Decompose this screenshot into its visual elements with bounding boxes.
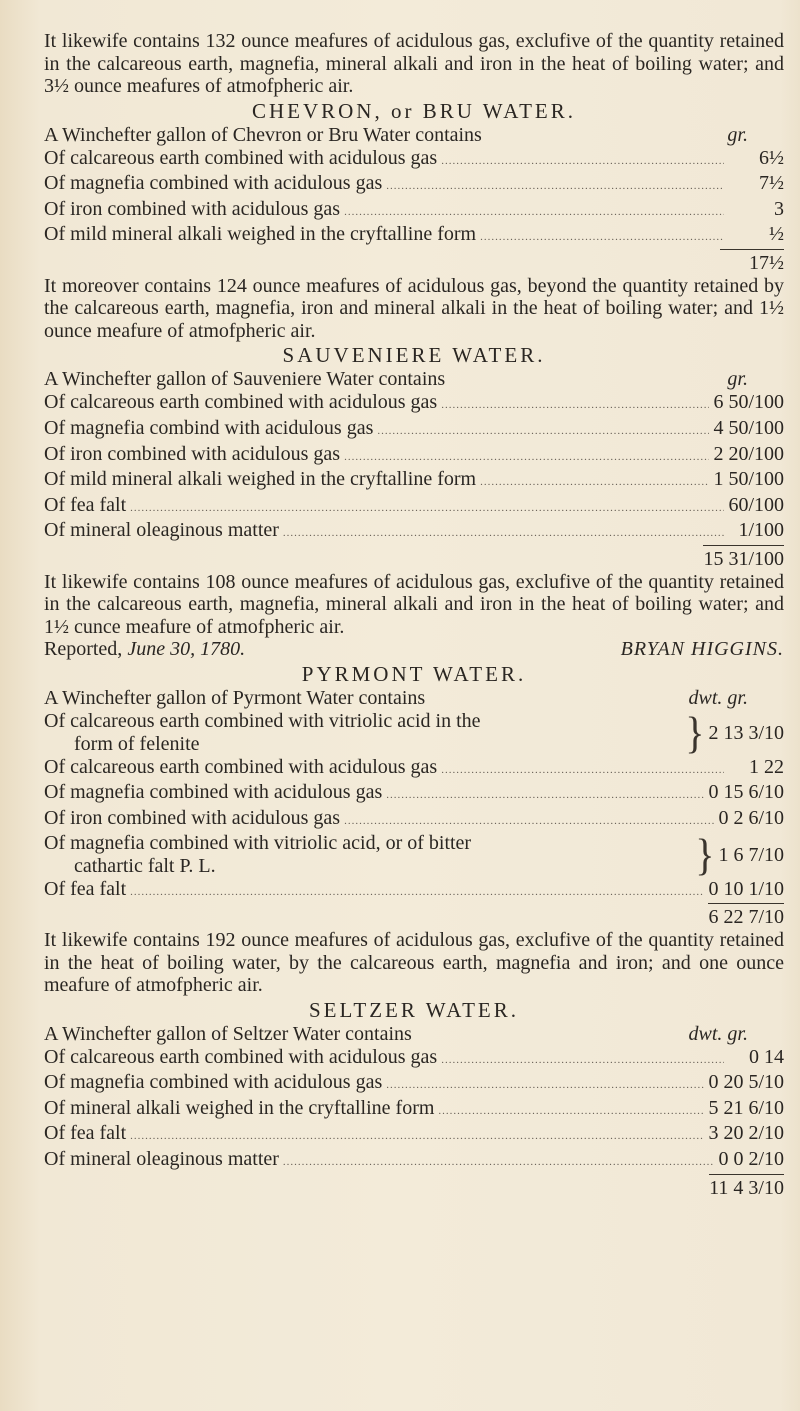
intro-seltzer [44, 1023, 784, 1046]
leader-dots [441, 394, 709, 417]
row-value: 2 20/100 [713, 442, 784, 465]
row-value: 1 6 7/10 [718, 843, 784, 866]
leader-dots [130, 881, 704, 904]
leader-dots [344, 201, 724, 224]
unit-label: gr. [727, 123, 748, 146]
report-date [44, 638, 245, 661]
row-label: Of calcareous earth combined with acidulous gas [44, 391, 438, 414]
total-row [44, 545, 784, 571]
intro-chevron [44, 124, 784, 147]
row-label: Of fea falt [44, 493, 127, 516]
table-row [44, 468, 784, 494]
braced-lines [44, 710, 681, 755]
table-row [44, 198, 784, 224]
report-label: Reported, [44, 638, 123, 661]
intro-text: A Winchefter gallon of Chevron or Bru Water contains [44, 123, 482, 146]
total-value: 15 31/100 [703, 545, 784, 571]
page-content [44, 30, 784, 1200]
paragraph-chevron-gas: It moreover contains 124 ounce meafures of acidulous gas, beyond the quantity retained by the calcareous earth, magnefia, iron and mineral alkali in the heat of boiling water; and 1½ ounce meafure of atmofpheric air. [44, 274, 784, 342]
intro-text: A Winchefter gallon of Sauveniere Water contains [44, 368, 446, 391]
leader-dots [441, 759, 724, 782]
row-value: 5 21 6/10 [708, 1096, 784, 1119]
row-value: 6 50/100 [713, 391, 784, 414]
row-value: 60/100 [728, 493, 784, 516]
leader-dots [344, 446, 709, 469]
row-label: Of magnefia combined with acidulous gas [44, 781, 383, 804]
row-label: Of calcareous earth combined with acidulous gas [44, 146, 438, 169]
intro-text: A Winchefter gallon of Pyrmont Water contains [44, 687, 426, 710]
leader-dots [480, 226, 724, 249]
table-row [44, 172, 784, 198]
leader-dots [386, 784, 704, 807]
total-row [44, 903, 784, 929]
row-value: 1 50/100 [713, 468, 784, 491]
table-row [44, 443, 784, 469]
row-label: Of magnefia combined with acidulous gas [44, 1071, 383, 1094]
row-value: 0 14 [749, 1045, 784, 1068]
row-value: 0 0 2/10 [718, 1148, 784, 1171]
brace-glyph: } [695, 829, 715, 880]
row-label: Of fea falt [44, 877, 127, 900]
table-row [44, 781, 784, 807]
table-row [44, 147, 784, 173]
table-row [44, 391, 784, 417]
row-value: ½ [769, 223, 784, 246]
leader-dots [344, 810, 714, 833]
leader-dots [438, 1100, 704, 1123]
table-row [44, 878, 784, 904]
row-label: Of calcareous earth combined with acidulous gas [44, 1045, 438, 1068]
row-label: Of iron combined with acidulous gas [44, 806, 341, 829]
total-value: 6 22 7/10 [708, 903, 784, 929]
row-label: Of mild mineral alkali weighed in the cryftalline form [44, 468, 477, 491]
table-row [44, 807, 784, 833]
row-label: Of iron combined with acidulous gas [44, 442, 341, 465]
table-row [44, 1122, 784, 1148]
leader-dots [283, 522, 724, 545]
leader-dots [480, 471, 709, 494]
table-row-braced [44, 707, 784, 758]
leader-dots [386, 175, 724, 198]
row-value: 0 2 6/10 [718, 806, 784, 829]
total-row [44, 249, 784, 275]
paragraph-bru-gas: It likewife contains 132 ounce meafures of acidulous gas, exclufive of the quantity retained in the calcareous earth, magnefia, mineral alkali and iron in the heat of boiling water; and 3½ ounce meafures of atmofpheric air. [44, 30, 784, 97]
row-label: Of calcareous earth combined with acidulous gas [44, 755, 438, 778]
row-label: Of mild mineral alkali weighed in the cryftalline form [44, 223, 477, 246]
table-row [44, 1071, 784, 1097]
row-value: 1/100 [738, 519, 784, 542]
row-value: 1 22 [749, 755, 784, 778]
total-value: 17½ [720, 249, 784, 275]
row-value: 2 13 3/10 [708, 721, 784, 744]
table-row [44, 1148, 784, 1174]
row-label: Of fea falt [44, 1122, 127, 1145]
intro-text: A Winchefter gallon of Seltzer Water contains [44, 1022, 412, 1045]
row-value: 0 10 1/10 [708, 877, 784, 900]
leader-dots [386, 1074, 704, 1097]
leader-dots [441, 150, 724, 173]
heading-seltzer: SELTZER WATER. [308, 997, 519, 1022]
row-label-cont: form of felenite [74, 733, 200, 756]
row-label-cont: cathartic falt P. L. [74, 855, 216, 877]
row-label: Of mineral alkali weighed in the cryftalline form [44, 1096, 435, 1119]
leader-dots [377, 420, 709, 443]
author-signature: BRYAN HIGGINS. [620, 638, 784, 661]
total-value: 11 4 3/10 [709, 1174, 784, 1200]
row-value: 0 15 6/10 [708, 781, 784, 804]
unit-label: gr. [727, 368, 748, 391]
total-row [44, 1174, 784, 1200]
row-label: Of mineral oleaginous matter [44, 519, 279, 542]
unit-label: dwt. gr. [688, 1022, 748, 1045]
unit-label: dwt. gr. [688, 687, 748, 710]
intro-pyrmont [44, 687, 784, 710]
table-row [44, 1046, 784, 1072]
row-label: Of calcareous earth combined with vitriolic acid in the [44, 710, 481, 733]
brace-glyph: } [685, 707, 705, 758]
intro-sauveniere [44, 368, 784, 391]
paragraph-sauveniere-gas: It likewife contains 108 ounce meafures of acidulous gas, exclufive of the quantity retained in the calcareous earth, magnefia, mineral alkali and iron in the heat of boiling water; and 1½ cunce meafure of atmofpheric air. [44, 570, 784, 638]
row-value: 6½ [759, 146, 784, 169]
report-date-text: June 30, 1780. [127, 638, 246, 661]
leader-dots [441, 1049, 724, 1072]
row-label: Of mineral oleaginous matter [44, 1148, 279, 1171]
table-row [44, 756, 784, 782]
table-row-braced [44, 829, 784, 880]
row-value: 3 20 2/10 [708, 1122, 784, 1145]
row-value: 3 [774, 197, 784, 220]
table-row [44, 1097, 784, 1123]
row-value: 0 20 5/10 [708, 1071, 784, 1094]
heading-sauveniere: SAUVENIERE WATER. [282, 343, 546, 368]
row-label: Of magnefia combined with vitriolic acid, or of bitter [44, 832, 472, 855]
row-label: Of iron combined with acidulous gas [44, 197, 341, 220]
heading-pyrmont: PYRMONT WATER. [301, 662, 527, 687]
leader-dots [130, 1125, 704, 1148]
heading-chevron: CHEVRON, or BRU WATER. [251, 98, 577, 123]
braced-lines [44, 832, 691, 877]
row-label: Of magnefia combind with acidulous gas [44, 416, 374, 439]
table-row [44, 223, 784, 249]
leader-dots [283, 1151, 715, 1174]
table-row [44, 417, 784, 443]
leader-dots [130, 497, 724, 520]
table-row [44, 494, 784, 520]
row-value: 7½ [759, 172, 784, 195]
paragraph-pyrmont-gas: It likewife contains 192 ounce meafures of acidulous gas, exclufive of the quantity retained in the heat of boiling water, by the calcareous earth, magnefia and iron; and one ounce meafure of atmofpheric air. [44, 929, 784, 997]
report-line [44, 638, 784, 661]
table-row [44, 519, 784, 545]
row-label: Of magnefia combined with acidulous gas [44, 172, 383, 195]
row-value: 4 50/100 [713, 416, 784, 439]
